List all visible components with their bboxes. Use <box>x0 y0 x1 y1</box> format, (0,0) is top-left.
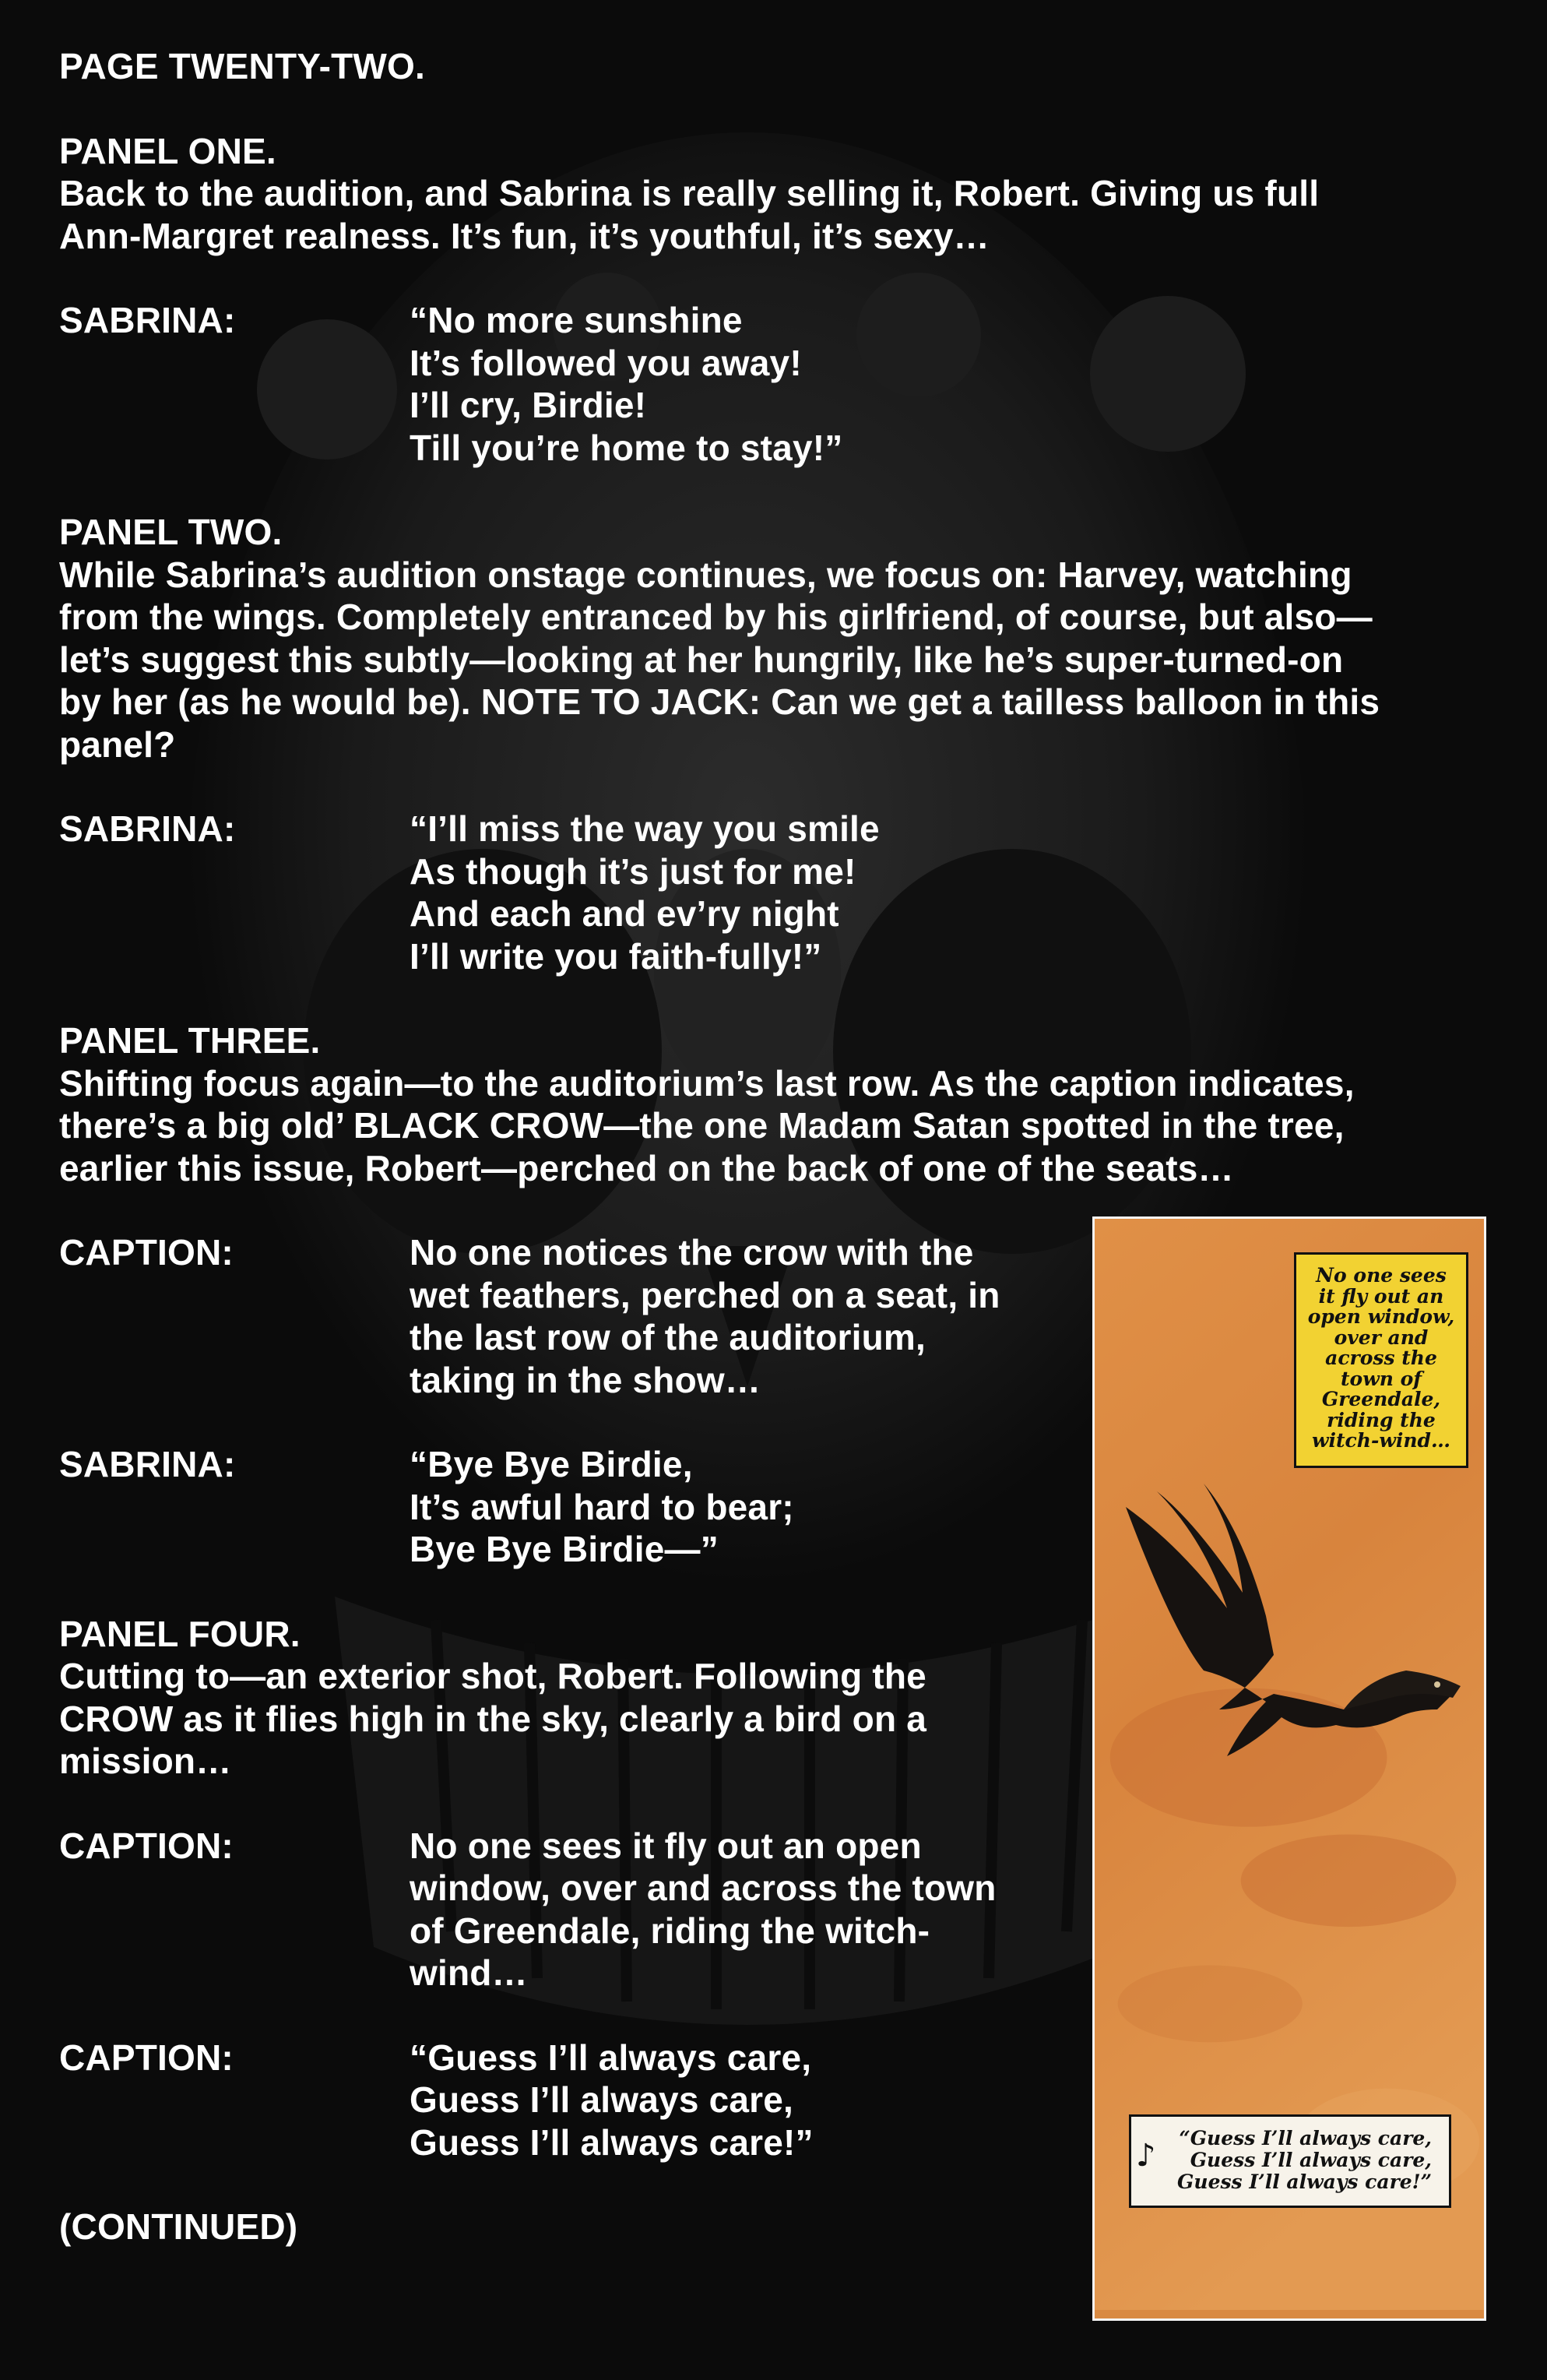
speaker-label: SABRINA: <box>59 808 236 849</box>
dialogue-lines: “Guess I’ll always care, Guess I’ll always care, Guess I’ll always care!” <box>410 2037 814 2163</box>
caption-box: No one sees it fly out an open window, over and across the town of Greendale, riding the witch-wind… <box>1294 1252 1468 1468</box>
music-note-icon: ♪ <box>1136 2137 1156 2174</box>
dialogue-lines: “No more sunshine It’s followed you away! I’ll cry, Birdie! Till you’re home to stay!” <box>410 300 843 468</box>
speaker-label: CAPTION: <box>59 1825 234 1866</box>
panel-one <box>59 130 1484 470</box>
speaker-label: SABRINA: <box>59 1444 236 1484</box>
dialogue-entry <box>59 808 1484 977</box>
dialogue-lines: “Bye Bye Birdie, It’s awful hard to bear; Bye Bye Birdie—” <box>410 1444 794 1569</box>
panel-description: Back to the audition, and Sabrina is really selling it, Robert. Giving us full Ann-Margret realness. It’s fun, it’s youthful, it’s sexy… <box>59 173 1320 256</box>
dialogue-lines: No one sees it fly out an open window, over and across the town of Greendale, riding the witch- wind… <box>410 1825 997 1993</box>
panel-two <box>59 511 1484 977</box>
black-crow-illustration <box>1110 1476 1476 1803</box>
panel-heading: PANEL ONE. <box>59 130 276 171</box>
page-heading: PAGE TWENTY-TWO. <box>59 46 425 86</box>
continued-footer: (CONTINUED) <box>59 2206 298 2247</box>
crow-art-panel <box>1092 1216 1486 2321</box>
panel-description: Cutting to—an exterior shot, Robert. Following the CROW as it flies high in the sky, clearly a bird on a mission… <box>59 1656 927 1781</box>
speaker-label: CAPTION: <box>59 1232 234 1273</box>
lyric-caption-box: ♪ “Guess I’ll always care, Guess I’ll always care, Guess I’ll always care!” <box>1129 2114 1451 2208</box>
dialogue-entry <box>59 299 1484 469</box>
panel-heading: PANEL FOUR. <box>59 1613 301 1654</box>
speaker-label: SABRINA: <box>59 300 236 340</box>
dialogue-lines: No one notices the crow with the wet feathers, perched on a seat, in the last row of the auditorium, taking in the show… <box>410 1232 1000 1400</box>
panel-heading: PANEL THREE. <box>59 1020 321 1061</box>
panel-heading: PANEL TWO. <box>59 512 283 552</box>
panel-description: While Sabrina’s audition onstage continues, we focus on: Harvey, watching from the wings. Completely entranced by his girlfriend, of course, but also— let’s suggest this subtly—looking at her hungrily, like he’s super-turned-on by her (as he would be). NOTE TO JACK: Can we get a tailless balloon in this panel? <box>59 554 1380 765</box>
speaker-label: CAPTION: <box>59 2037 234 2078</box>
dialogue-lines: “I’ll miss the way you smile As though it’s just for me! And each and ev’ry night I’ll write you faith-fully!” <box>410 808 880 977</box>
panel-description: Shifting focus again—to the auditorium’s last row. As the caption indicates, there’s a big old’ BLACK CROW—the one Madam Satan spotted in the tree, earlier this issue, Robert—perched on the back of one of the seats… <box>59 1062 1355 1188</box>
